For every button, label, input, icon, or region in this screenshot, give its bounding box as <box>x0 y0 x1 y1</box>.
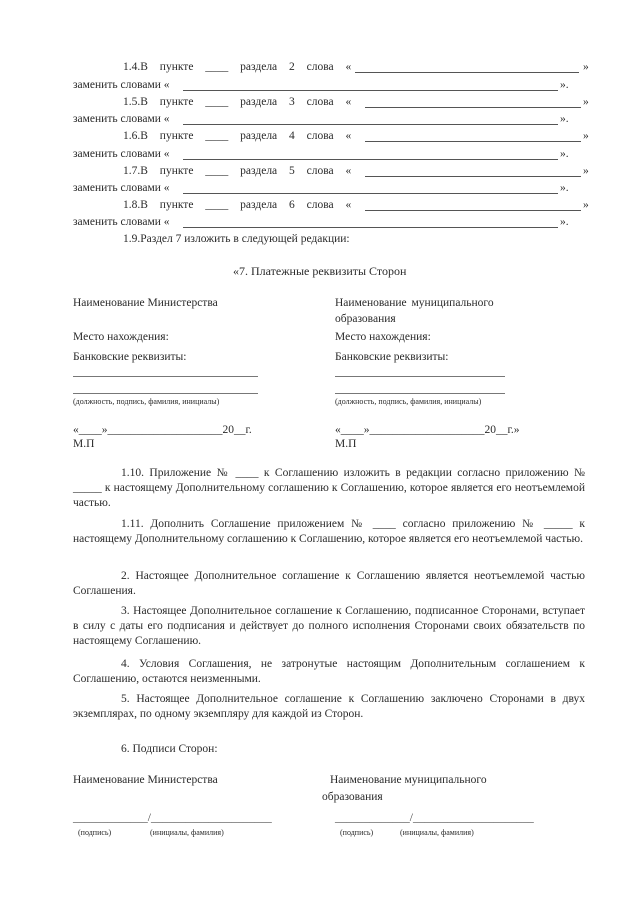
amendment-number: 1.5. <box>123 96 141 108</box>
sign-right-cap-name: (инициалы, фамилия) <box>400 828 474 837</box>
paragraph-1-10: 1.10. Приложение № ____ к Соглашению изложить в редакции согласно приложению № _____ к настоящему Дополнительному соглашению к Соглашению, которое является его неотъемлемой частью. <box>73 467 585 509</box>
sign-left-cap-sign: (подпись) <box>78 828 112 837</box>
amendment-1-5-repl-blank <box>183 112 558 125</box>
right-stamp: М.П <box>335 438 357 450</box>
amendment-1-8 <box>123 198 351 212</box>
amendment-number: 1.7. <box>123 165 141 177</box>
amendment-1-4-repl-blank <box>183 78 558 91</box>
amendment-lead: В пункте ____ раздела 6 слова « <box>140 199 352 211</box>
paragraph-3: 3. Настоящее Дополнительное соглашение к Соглашению, подписанное Сторонами, вступает в силу с даты его подписания и действует до полного исполнения Сторонами своих обязательств по настоящему Соглашению. <box>73 605 585 647</box>
amendment-1-7-repl-blank <box>183 181 558 194</box>
amendment-1-6-end: ». <box>560 148 569 160</box>
amendment-1-7-blank <box>365 164 581 177</box>
sign-left-line: _____________/_____________________ <box>73 812 272 824</box>
amendment-1-8-blank <box>365 198 581 211</box>
left-caption: (должность, подпись, фамилия, инициалы) <box>73 397 220 406</box>
amendment-number: 1.4. <box>123 61 141 73</box>
left-name: Наименование Министерства <box>73 297 218 309</box>
left-location: Место нахождения: <box>73 331 169 343</box>
amendment-1-5-repl: заменить словами « <box>73 113 170 125</box>
amendment-1-6-close: » <box>583 130 589 142</box>
amendment-lead: В пункте ____ раздела 2 слова « <box>140 61 352 73</box>
amendment-1-5-blank <box>365 95 581 108</box>
paragraph-5: 5. Настоящее Дополнительное соглашение к Соглашению заключено Сторонами в двух экземплярах, по одному экземпляру для каждой из Сторон. <box>73 693 585 720</box>
right-name-2: образования <box>335 313 396 325</box>
sign-right-name: Наименование муниципального <box>330 774 487 786</box>
sign-left-name: Наименование Министерства <box>73 774 218 786</box>
amendment-1-4-end: ». <box>560 79 569 91</box>
amendment-1-7 <box>123 164 351 178</box>
section7-title: «7. Платежные реквизиты Сторон <box>233 264 407 278</box>
amendment-number: 1.6. <box>123 130 141 142</box>
right-location: Место нахождения: <box>335 331 431 343</box>
amendment-1-7-repl: заменить словами « <box>73 182 170 194</box>
right-name: Наименование муниципального <box>335 297 494 309</box>
amendment-lead: В пункте ____ раздела 4 слова « <box>140 130 352 142</box>
amendment-lead: В пункте ____ раздела 5 слова « <box>140 165 352 177</box>
left-stamp: М.П <box>73 438 95 450</box>
amendment-number: 1.8. <box>123 199 141 211</box>
sign-left-cap-name: (инициалы, фамилия) <box>150 828 224 837</box>
amendment-1-6-repl-blank <box>183 147 558 160</box>
amendment-1-5 <box>123 95 351 109</box>
amendment-1-7-end: ». <box>560 182 569 194</box>
amendment-1-8-repl-blank <box>183 215 558 228</box>
left-line-1 <box>73 366 258 377</box>
item-1-9: 1.9.Раздел 7 изложить в следующей редакции: <box>123 233 350 245</box>
paragraph-1-11: 1.11. Дополнить Соглашение приложением № ____ согласно приложению № _____ к настоящему Дополнительному соглашению к Соглашению, которое является его неотъемлемой частью. <box>73 518 585 545</box>
amendment-1-6-repl: заменить словами « <box>73 148 170 160</box>
paragraph-2: 2. Настоящее Дополнительное соглашение к Соглашению является неотъемлемой частью Соглашения. <box>73 570 585 597</box>
sign-right-line: _____________/_____________________ <box>335 812 534 824</box>
left-line-2 <box>73 383 258 394</box>
amendment-1-5-close: » <box>583 96 589 108</box>
right-bank: Банковские реквизиты: <box>335 351 449 363</box>
amendment-1-8-close: » <box>583 199 589 211</box>
left-date: «____»____________________20__г. <box>73 424 252 436</box>
amendment-1-4-blank <box>355 60 579 73</box>
amendment-1-4-repl: заменить словами « <box>73 79 170 91</box>
signatures-title: 6. Подписи Сторон: <box>121 743 218 755</box>
amendment-1-8-repl: заменить словами « <box>73 216 170 228</box>
amendment-1-4-close: » <box>583 61 589 73</box>
amendment-1-7-close: » <box>583 165 589 177</box>
right-date: «____»____________________20__г.» <box>335 424 520 436</box>
amendment-1-5-end: ». <box>560 113 569 125</box>
amendment-1-6 <box>123 129 351 143</box>
amendment-lead: В пункте ____ раздела 3 слова « <box>140 96 352 108</box>
right-line-1 <box>335 366 505 377</box>
sign-right-name-2: образования <box>322 791 383 803</box>
amendment-1-4 <box>123 60 351 74</box>
sign-right-cap-sign: (подпись) <box>340 828 374 837</box>
amendment-1-8-end: ». <box>560 216 569 228</box>
right-caption: (должность, подпись, фамилия, инициалы) <box>335 397 482 406</box>
left-bank: Банковские реквизиты: <box>73 351 187 363</box>
right-line-2 <box>335 383 505 394</box>
paragraph-4: 4. Условия Соглашения, не затронутые настоящим Дополнительным соглашением к Соглашению, остаются неизменными. <box>73 658 585 685</box>
amendment-1-6-blank <box>365 129 581 142</box>
